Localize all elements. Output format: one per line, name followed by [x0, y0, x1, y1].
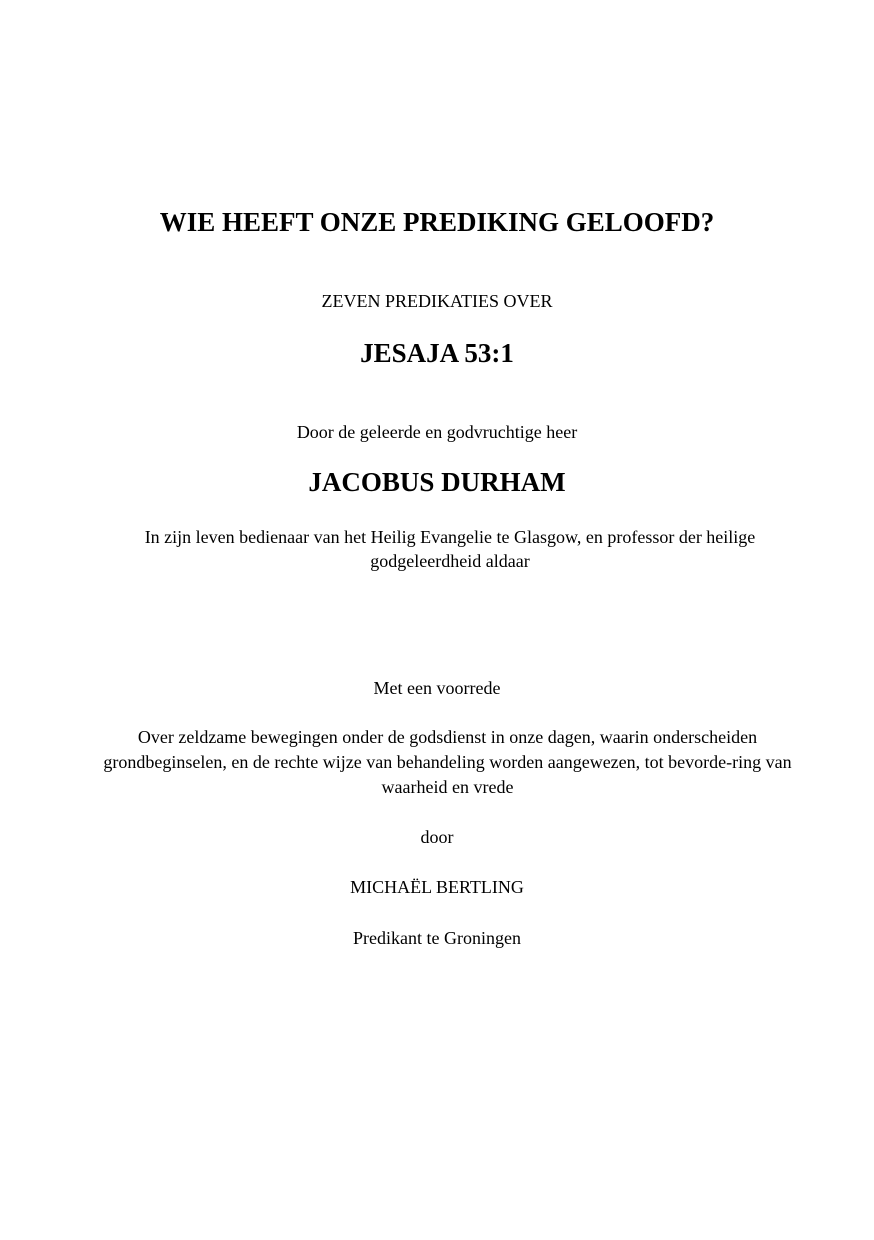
by-word: door — [420, 827, 454, 847]
preface-label: Met een voorrede — [373, 678, 501, 698]
preface-author: MICHAËL BERTLING — [350, 877, 524, 897]
subtitle: ZEVEN PREDIKATIES OVER — [321, 291, 553, 311]
preface-description: Over zeldzame bewegingen onder de godsdienst in onze dagen, waarin onderscheiden grondbeginselen, en de rechte wijze van behandeling worden aangewezen, tot bevorde-ring van waarheid en vrede — [103, 727, 792, 797]
scripture-reference: JESAJA 53:1 — [360, 338, 514, 368]
byline: Door de geleerde en godvruchtige heer — [296, 422, 578, 442]
author-description: In zijn leven bedienaar van het Heilig Evangelie te Glasgow, en professor der heilige godgeleerdheid aldaar — [144, 527, 756, 571]
preface-author-role: Predikant te Groningen — [353, 928, 521, 948]
author-name: JACOBUS DURHAM — [308, 467, 566, 497]
main-title: WIE HEEFT ONZE PREDIKING GELOOFD? — [159, 207, 715, 237]
